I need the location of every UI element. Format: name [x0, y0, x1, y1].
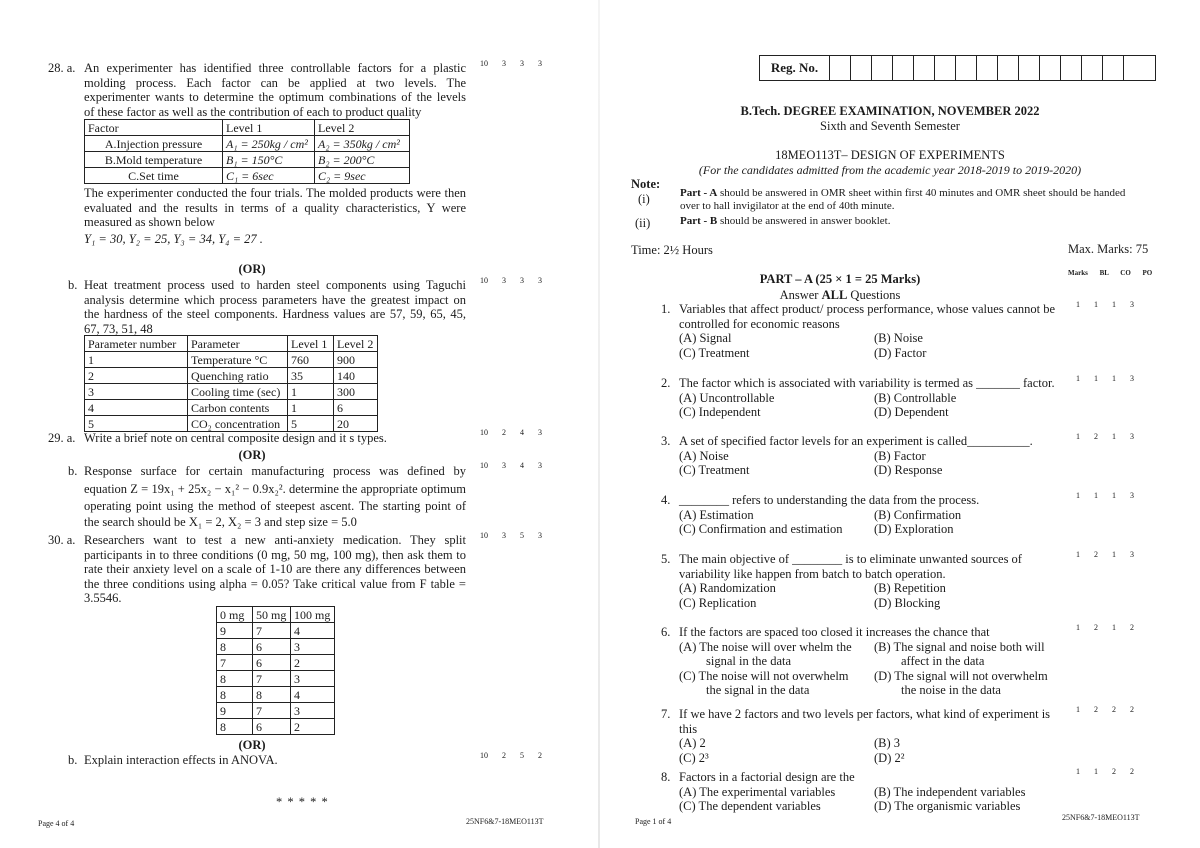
reg-number-box [759, 55, 1156, 81]
table-cell: 7 [253, 703, 291, 719]
q28a-y-values: Y₁ = 30, Y₂ = 25, Y₃ = 34, Y₄ = 27 . [84, 231, 263, 246]
table-row [217, 655, 335, 671]
table-row [85, 336, 378, 352]
q30a-marks: 10 3 5 3 [480, 531, 542, 540]
table-row [85, 416, 378, 432]
table-header-cell: Parameter number [85, 336, 188, 352]
table-cell: 6 [334, 400, 378, 416]
question-3: 3. A set of specified factor levels for an experiment is called__________. (A) Noise (B) Factor (C) Treatment (D) Response [661, 434, 1033, 477]
table-cell: 9 [217, 623, 253, 639]
table-cell: 3 [291, 639, 335, 655]
table-row [217, 623, 335, 639]
q28b-parameter-table [84, 335, 378, 432]
table-cell: 8 [217, 671, 253, 687]
note-label: Note: [631, 177, 661, 191]
table-cell: A₂ = 350kg / cm² [315, 136, 410, 152]
q28b-text: Heat treatment process used to harden steel components using Taguchi analysis determine which process parameters have the greatest impact on the hardness of the steel components. Hardness values are 57, 59, 65, 45, 67, 73, 51, 48 [84, 278, 466, 336]
candidates-note: (For the candidates admitted from the academic year 2018-2019 to 2019-2020) [698, 163, 1082, 177]
right-footer-page: Page 1 of 4 [635, 817, 672, 826]
table-cell: 8 [217, 719, 253, 735]
table-cell: 8 [253, 687, 291, 703]
table-cell: 35 [288, 368, 334, 384]
q3-marks: 1 2 1 3 [1076, 432, 1134, 441]
table-cell: 5 [288, 416, 334, 432]
table-row [85, 400, 378, 416]
q1-marks: 1 1 1 3 [1076, 300, 1134, 309]
note-i-text: Part - A should be answered in OMR sheet within first 40 minutes and OMR sheet should be handed over to hall invigilator at the end of 40th minute. [680, 187, 1126, 212]
table-row [85, 384, 378, 400]
table-cell: 900 [334, 352, 378, 368]
table-cell: CO₂ concentration [188, 416, 288, 432]
table-cell: Temperature °C [188, 352, 288, 368]
course-title: 18MEO113T– DESIGN OF EXPERIMENTS [775, 148, 1005, 162]
q30b-text: Explain interaction effects in ANOVA. [84, 753, 278, 767]
q30b-marks: 10 2 5 2 [480, 751, 542, 760]
question-6: 6. If the factors are spaced too closed it increases the chance that (A) The noise will over whelm the (B) The signal and noise both will signal in the data affect in the data (C) The noise will not overwhelm (D) The signal will not overwhelm the signal in the data the noise in the data [661, 625, 1048, 697]
table-row [85, 120, 410, 136]
table-row [85, 368, 378, 384]
table-header-cell: 100 mg [291, 607, 335, 623]
or-separator: (OR) [238, 262, 266, 276]
reg-digit-cell [1061, 56, 1082, 80]
max-marks: Max. Marks: 75 [1068, 242, 1149, 256]
q28a-marks: 10 3 3 3 [480, 59, 542, 68]
table-cell: 300 [334, 384, 378, 400]
table-cell: 1 [288, 384, 334, 400]
table-row [85, 168, 410, 184]
page-fold-divider [598, 0, 600, 848]
table-cell: A.Injection pressure [85, 136, 223, 152]
table-cell: 6 [253, 639, 291, 655]
table-row [85, 136, 410, 152]
table-cell: 8 [217, 639, 253, 655]
table-cell: 4 [291, 687, 335, 703]
right-footer-code: 25NF6&7-18MEO113T [1062, 813, 1140, 822]
question-1: 1. Variables that affect product/ process performance, whose values cannot be controlled for economic reasons (A) Signal (B) Noise (C) Treatment (D) Factor [661, 302, 1056, 360]
q28b-number: b. [68, 278, 78, 292]
table-row [85, 152, 410, 168]
left-footer-page: Page 4 of 4 [38, 819, 75, 828]
table-cell: 1 [85, 352, 188, 368]
q30a-text: Researchers want to test a new anti-anxiety medication. They split participants in to three conditions (0 mg, 50 mg, 100 mg), then ask them to rate their anxiety level on a scale of 1-10 are there any differences between the three conditions using alpha = 0.05? Take critical value from F table = 3.5546. [84, 533, 466, 605]
q5-marks: 1 2 1 3 [1076, 550, 1134, 559]
time-allowed: Time: 2½ Hours [631, 243, 713, 257]
q30a-dosage-table [216, 606, 335, 735]
table-cell: Quenching ratio [188, 368, 288, 384]
table-cell: 6 [253, 655, 291, 671]
table-cell: Carbon contents [188, 400, 288, 416]
q4-marks: 1 1 1 3 [1076, 491, 1134, 500]
table-cell: 3 [85, 384, 188, 400]
reg-digit-cell [956, 56, 977, 80]
table-cell: 8 [217, 687, 253, 703]
table-cell: 2 [85, 368, 188, 384]
table-cell: 760 [288, 352, 334, 368]
question-7: 7. If we have 2 factors and two levels per factors, what kind of experiment is this (A) 2 (B) 3 (C) 2³ (D) 2² [661, 707, 1051, 765]
table-cell: 7 [253, 671, 291, 687]
q29a-marks: 10 2 4 3 [480, 428, 542, 437]
note-ii-number: (ii) [635, 216, 651, 230]
reg-digit-cell [1040, 56, 1061, 80]
q29b-text: Response surface for certain manufacturing process was defined by equation Z = 19x₁ + 25x₂ − x₁² − 0.9x₂². determine the appropriate optimum operating point using the method of steepest ascent. The starting point of the search should be X₁ = 2, X₂ = 3 and step size = 5.0 [84, 464, 466, 529]
table-row [217, 719, 335, 735]
table-cell: A₁ = 250kg / cm² [223, 136, 315, 152]
table-cell: 5 [85, 416, 188, 432]
table-cell: C₁ = 6sec [223, 168, 315, 184]
table-cell: 140 [334, 368, 378, 384]
answer-all-instruction: Answer ALL Questions [779, 288, 901, 302]
marks-column-headers: Marks BL CO PO [1068, 269, 1153, 277]
table-row [217, 703, 335, 719]
or-separator: (OR) [238, 448, 266, 462]
q29a-number: 29. a. [48, 431, 76, 445]
table-row [217, 639, 335, 655]
question-2: 2. The factor which is associated with variability is termed as _______ factor. (A) Uncontrollable (B) Controllable (C) Independent (D) Dependent [661, 376, 1055, 419]
table-cell: 4 [85, 400, 188, 416]
reg-digit-cell [893, 56, 914, 80]
table-row [217, 687, 335, 703]
q28a-number: 28. a. [48, 61, 76, 75]
reg-digit-cell [1124, 56, 1145, 80]
q29b-marks: 10 3 4 3 [480, 461, 542, 470]
table-cell: 4 [291, 623, 335, 639]
q8-marks: 1 1 2 2 [1076, 767, 1134, 776]
q29b-number: b. [68, 464, 78, 478]
table-cell: 7 [217, 655, 253, 671]
reg-digit-cell [1103, 56, 1124, 80]
note-i-number: (i) [638, 192, 650, 206]
q7-marks: 1 2 2 2 [1076, 705, 1134, 714]
table-cell: 2 [291, 719, 335, 735]
table-header-cell: Factor [85, 120, 223, 136]
end-stars: * * * * * [276, 795, 329, 809]
table-row [85, 352, 378, 368]
table-cell: B.Mold temperature [85, 152, 223, 168]
table-cell: 6 [253, 719, 291, 735]
table-cell: 3 [291, 671, 335, 687]
table-row [217, 671, 335, 687]
table-cell: Cooling time (sec) [188, 384, 288, 400]
table-cell: 3 [291, 703, 335, 719]
q6-marks: 1 2 1 2 [1076, 623, 1134, 632]
question-4: 4. ________ refers to understanding the data from the process. (A) Estimation (B) Confirmation (C) Confirmation and estimation (D) Exploration [661, 493, 980, 536]
q2-marks: 1 1 1 3 [1076, 374, 1134, 383]
q28a-after-text: The experimenter conducted the four trials. The molded products were then evaluated and the results in terms of a quality characteristics, Y were measured as shown below Y₁ = 30, Y₂ = 25, Y₃ = 34, Y₄ = 27 . [84, 186, 466, 246]
semester: Sixth and Seventh Semester [820, 119, 960, 133]
question-5: 5. The main objective of ________ is to eliminate unwanted sources of variability like happen from batch to batch operation. (A) Randomization (B) Repetition (C) Replication (D) Blocking [661, 552, 1022, 610]
table-header-cell: Level 1 [223, 120, 315, 136]
or-separator: (OR) [238, 738, 266, 752]
reg-digit-cell [1019, 56, 1040, 80]
table-cell: B₂ = 200°C [315, 152, 410, 168]
exam-title: B.Tech. DEGREE EXAMINATION, NOVEMBER 2022 [740, 104, 1040, 118]
q29a-text: Write a brief note on central composite design and it s types. [84, 431, 387, 445]
table-cell: C.Set time [85, 168, 223, 184]
reg-digit-cell [914, 56, 935, 80]
reg-digit-cell [830, 56, 851, 80]
table-header-cell: Parameter [188, 336, 288, 352]
table-cell: 20 [334, 416, 378, 432]
q30a-number: 30. a. [48, 533, 76, 547]
q28a-text: An experimenter has identified three controllable factors for a plastic molding process. Each factor can be applied at two levels. The experimenter wants to determine the optimum combinations of the levels of these factor as well as the contribution of each to product quality [84, 61, 466, 119]
reg-digit-cell [1082, 56, 1103, 80]
table-cell: 2 [291, 655, 335, 671]
table-cell: 7 [253, 623, 291, 639]
reg-digit-cell [977, 56, 998, 80]
q28b-marks: 10 3 3 3 [480, 276, 542, 285]
table-header-cell: 0 mg [217, 607, 253, 623]
reg-digit-cell [935, 56, 956, 80]
table-cell: 1 [288, 400, 334, 416]
table-header-cell: Level 1 [288, 336, 334, 352]
table-cell: C₂ = 9sec [315, 168, 410, 184]
part-a-heading: PART – A (25 × 1 = 25 Marks) [759, 272, 921, 286]
reg-digit-cell [851, 56, 872, 80]
table-row [217, 607, 335, 623]
reg-digit-cell [872, 56, 893, 80]
table-cell: B₁ = 150°C [223, 152, 315, 168]
table-header-cell: 50 mg [253, 607, 291, 623]
table-header-cell: Level 2 [334, 336, 378, 352]
question-8: 8. Factors in a factorial design are the (A) The experimental variables (B) The independent variables (C) The dependent variables (D) The organismic variables [661, 770, 1026, 813]
left-footer-code: 25NF6&7-18MEO113T [466, 817, 544, 826]
note-ii-text: Part - B should be answered in answer booklet. [680, 215, 891, 227]
reg-number-label: Reg. No. [760, 56, 830, 80]
q30b-number: b. [68, 753, 78, 767]
q28a-factor-table [84, 119, 410, 184]
reg-digit-cell [998, 56, 1019, 80]
table-header-cell: Level 2 [315, 120, 410, 136]
table-cell: 9 [217, 703, 253, 719]
